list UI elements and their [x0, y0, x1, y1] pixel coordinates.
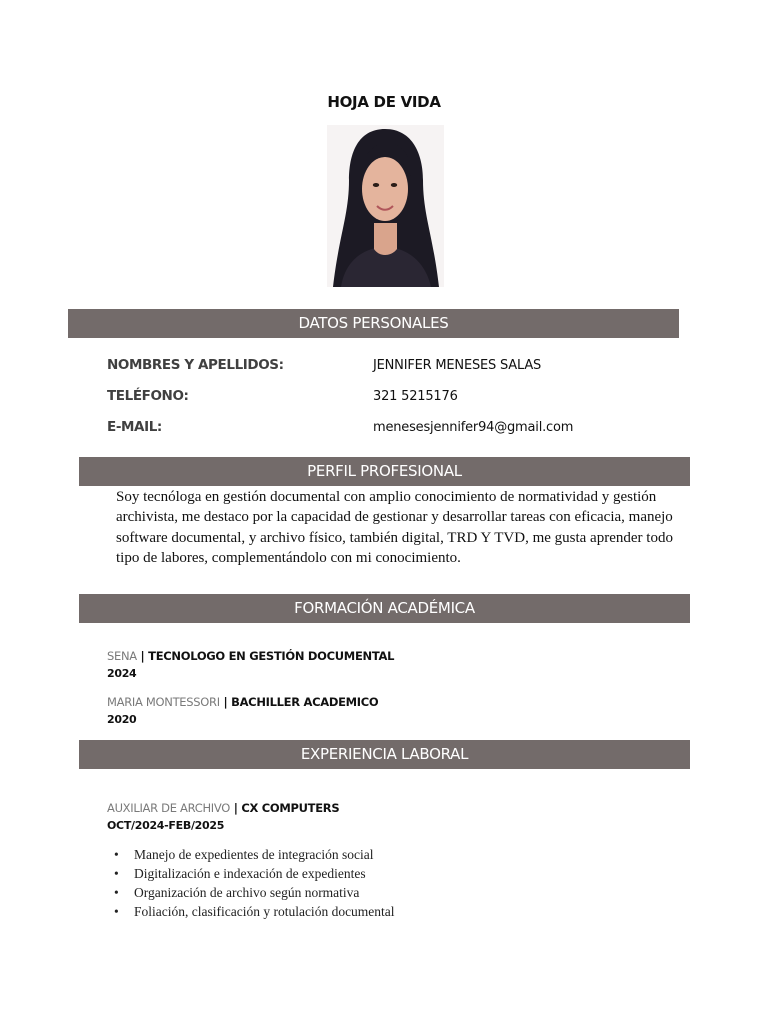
section-header-profile: PERFIL PROFESIONAL	[79, 457, 690, 486]
experience-entry	[107, 801, 339, 815]
document-title: HOJA DE VIDA	[327, 93, 441, 111]
separator: |	[230, 801, 242, 815]
list-item: • Foliación, clasificación y rotulación documental	[114, 902, 395, 921]
list-item: • Organización de archivo según normativa	[114, 883, 395, 902]
experience-role: AUXILIAR DE ARCHIVO	[107, 801, 231, 815]
list-item: • Digitalización e indexación de expedientes	[114, 864, 395, 883]
education-degree: TECNOLOGO EN GESTIÓN DOCUMENTAL	[148, 649, 395, 663]
education-institution: MARIA MONTESSORI	[107, 695, 220, 709]
profile-paragraph: Soy tecnóloga en gestión documental con amplio conocimiento de normatividad y gestión archivista, me destaco por la capacidad de gestionar y desarrollar tareas con eficacia, manejo software documental, y archivo físico, también digital, TRD Y TVD, me gusta aprender todo tipo de labores, complementándolo con mi conocimiento.	[116, 489, 673, 566]
section-header-personal: DATOS PERSONALES	[68, 309, 679, 338]
section-header-experience: EXPERIENCIA LABORAL	[79, 740, 690, 769]
name-value: JENNIFER MENESES SALAS	[373, 358, 542, 373]
phone-label: TELÉFONO:	[107, 388, 189, 404]
profile-photo	[327, 125, 444, 287]
email-label: E-MAIL:	[107, 419, 162, 435]
section-header-education: FORMACIÓN ACADÉMICA	[79, 594, 690, 623]
education-entry	[107, 649, 394, 663]
experience-company: CX COMPUTERS	[241, 801, 340, 815]
education-year: 2020	[107, 713, 137, 726]
phone-value: 321 5215176	[373, 389, 458, 404]
list-item: • Manejo de expedientes de integración social	[114, 845, 395, 864]
education-degree: BACHILLER ACADEMICO	[231, 695, 379, 709]
education-year: 2024	[107, 667, 137, 680]
separator: |	[136, 649, 149, 663]
name-label: NOMBRES Y APELLIDOS:	[107, 357, 284, 373]
email-value: menesesjennifer94@gmail.com	[373, 420, 574, 435]
duties-list	[114, 845, 395, 921]
education-entry	[107, 695, 378, 709]
experience-period: OCT/2024-FEB/2025	[107, 819, 225, 832]
separator: |	[219, 695, 232, 709]
education-institution: SENA	[107, 649, 137, 663]
